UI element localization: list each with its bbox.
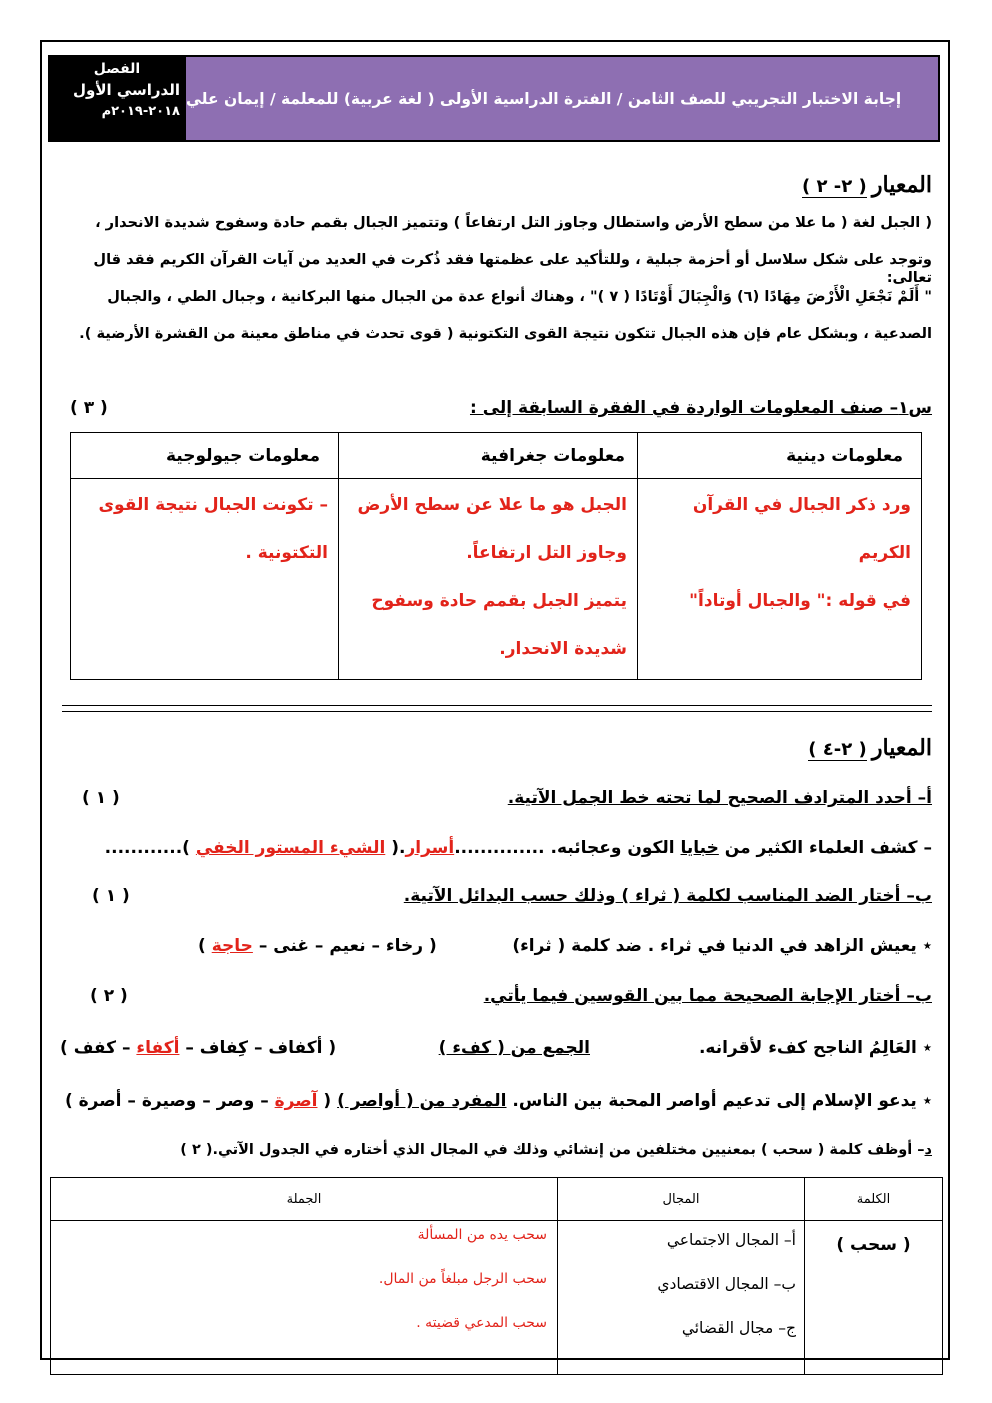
question-1-score: ( ٣ ) bbox=[70, 398, 108, 418]
geographic-line: الجبل هو ما علا عن سطح الأرض bbox=[357, 495, 627, 515]
question-1-text: س١– صنف المعلومات الواردة في الفقرة السابقة إلى : bbox=[469, 398, 932, 418]
header-word: الكلمة bbox=[805, 1178, 943, 1221]
answer-word: حاجة bbox=[211, 936, 253, 956]
header-geographic: معلومات جغرافية bbox=[339, 433, 638, 479]
cell-word: ( سحب ) bbox=[805, 1221, 943, 1375]
question-b-sentence: ٭ يعيش الزاهد في الدنيا في ثراء . ضد كلمة ( ثراء) bbox=[512, 936, 932, 956]
answer-end: )............ bbox=[104, 838, 196, 858]
term-line1: الفصل bbox=[93, 61, 141, 77]
sentence-item: سحب الرجل مبلغاً من المال. bbox=[378, 1271, 547, 1287]
religious-line: ورد ذكر الجبال في القرآن الكريم bbox=[692, 495, 911, 563]
header-field: المجال bbox=[558, 1178, 805, 1221]
answer-word: آصرة bbox=[274, 1091, 318, 1111]
question-c-score: ( ٢ ) bbox=[90, 986, 128, 1006]
sentence-pre: – كشف العلماء الكثير من bbox=[718, 838, 932, 858]
sentence-item: سحب المدعي قضيته . bbox=[416, 1315, 547, 1331]
answer-mid: .( bbox=[385, 838, 406, 858]
standard-code: ( ٢-٤ ) bbox=[808, 739, 867, 760]
question-b-text: ب– أختار الضد المناسب لكلمة ( ثراء ) وذلك حسب البدائل الآتية. bbox=[403, 886, 932, 906]
answer-word: أكفاء bbox=[136, 1038, 180, 1058]
question-c-options-1 bbox=[60, 1038, 336, 1058]
question-c-text: ب– أختار الإجابة الصحيحة مما بين القوسين فيما يأتي. bbox=[483, 986, 932, 1006]
cell-geographic bbox=[339, 479, 638, 680]
passage bbox=[52, 214, 932, 362]
question-b-score: ( ١ ) bbox=[92, 886, 130, 906]
options-pre: ( أكفاف – كِفاف – bbox=[179, 1038, 337, 1058]
geographic-line: وجاوز التل ارتفاعاً. bbox=[466, 543, 627, 563]
field-item: ب– المجال الاقتصادي bbox=[657, 1275, 796, 1293]
options-pre: ( رخاء – نعيم – غنى – bbox=[252, 936, 437, 956]
section-separator bbox=[62, 705, 932, 712]
field-item: ج– مجال القضائي bbox=[681, 1319, 796, 1337]
question-c bbox=[484, 986, 932, 1006]
sentence-post: الكون وعجائبه. .............. bbox=[454, 838, 681, 858]
usage-table bbox=[50, 1177, 943, 1375]
question-1 bbox=[470, 398, 932, 418]
options-pre: ( bbox=[317, 1091, 338, 1111]
question-c-sentence-1: ٭ العَالِمُ الناجح كفء لأقرانه. bbox=[698, 1038, 932, 1058]
cell-geological bbox=[71, 479, 339, 680]
question-b-options bbox=[198, 936, 437, 956]
geographic-line: يتميز الجبل بقمم حادة وسفوح bbox=[371, 591, 627, 611]
underlined-word: خبايا bbox=[680, 838, 719, 858]
question-d bbox=[180, 1142, 932, 1158]
geographic-line: شديدة الانحدار. bbox=[499, 639, 627, 659]
cell-religious bbox=[638, 479, 922, 680]
options-end: – كفف ) bbox=[60, 1038, 137, 1058]
question-b bbox=[404, 886, 932, 906]
question-c-label-2: المفرد من ( أواصر ) bbox=[337, 1091, 507, 1111]
header-geological: معلومات جيولوجية bbox=[71, 433, 339, 479]
question-c-label-1: الجمع من ( كفء ) bbox=[438, 1038, 590, 1058]
field-item: أ– المجال الاجتماعي bbox=[666, 1231, 796, 1249]
question-c-sentence-2 bbox=[65, 1091, 932, 1111]
sentence-item: سحب يده من المسألة bbox=[417, 1227, 547, 1243]
answer-word: أسرار bbox=[405, 838, 455, 858]
passage-line: وتوجد على شكل سلاسل أو أحزمة جبلية ، وللتأكيد على عظمتها فقد ذُكرت في العديد من آيات القرآن الكريم فقد قال تعالى: bbox=[93, 251, 932, 286]
header-religious: معلومات دينية bbox=[638, 433, 922, 479]
cell-sentences bbox=[51, 1221, 558, 1375]
standard-title: المعيار bbox=[871, 172, 932, 198]
header-title: إجابة الاختبار التجريبي للصف الثامن / الفترة الدراسية الأولى ( لغة عربية) للمعلمة / إيمان علي bbox=[186, 55, 940, 142]
term-line2: الدراسي الأول bbox=[72, 81, 180, 99]
question-a-text: أ– أحدد المترادف الصحيح لما تحته خط الجمل الآتية. bbox=[507, 788, 932, 808]
religious-line: في قوله :" والجبال أوتاداً" bbox=[689, 591, 911, 611]
term-line3: ٢٠١٨-٢٠١٩م bbox=[101, 104, 180, 119]
classification-table bbox=[70, 432, 922, 680]
question-d-label: د bbox=[924, 1142, 932, 1158]
standard-code: ( ٢- ٢ ) bbox=[802, 176, 867, 197]
question-d-text: – أوظف كلمة ( سحب ) بمعنيين مختلفين من إنشائي وذلك في المجال الذي أختاره في الجدول الآتي.( ٢ ) bbox=[180, 1142, 925, 1158]
geological-line: التكتونية . bbox=[245, 543, 328, 563]
cell-fields bbox=[558, 1221, 805, 1375]
options-end: ) bbox=[198, 936, 212, 956]
standard-heading-1 bbox=[802, 172, 932, 198]
header-sentence: الجملة bbox=[51, 1178, 558, 1221]
options-end: – وصر – وصيرة – أصرة ) bbox=[64, 1091, 275, 1111]
question-a-sentence bbox=[62, 838, 932, 858]
passage-line: ( الجبل لغة ( ما علا من سطح الأرض واستطال وجاوز التل ارتفاعاً ) وتتميز الجبال بقمم حادة وسفوح شديدة الانحدار ، bbox=[95, 214, 932, 231]
geological-line: – تكونت الجبال نتيجة القوى bbox=[98, 495, 328, 515]
answer-phrase: الشيء المستور الخفي bbox=[195, 838, 386, 858]
term-box bbox=[48, 55, 186, 142]
standard-title: المعيار bbox=[871, 735, 932, 761]
sentence-text: ٭ يدعو الإسلام إلى تدعيم أواصر المحبة بين الناس. bbox=[506, 1091, 932, 1111]
page-header bbox=[48, 55, 940, 142]
standard-heading-2 bbox=[808, 735, 932, 761]
passage-line: الصدعية ، وبشكل عام فإن هذه الجبال تتكون نتيجة القوى التكتونية ( قوى تحدث في مناطق معينة من القشرة الأرضية ). bbox=[79, 325, 932, 342]
question-a-score: ( ١ ) bbox=[82, 788, 120, 808]
question-a bbox=[508, 788, 932, 808]
passage-line: " أَلَمْ نَجْعَلِ الْأَرْضَ مِهَادًا (٦) وَالْجِبَالَ أَوْتَادًا ( ٧ )" ، وهناك أنواع عدة من الجبال منها البركانية ، وجبال الطي ، والجبال bbox=[107, 288, 932, 305]
